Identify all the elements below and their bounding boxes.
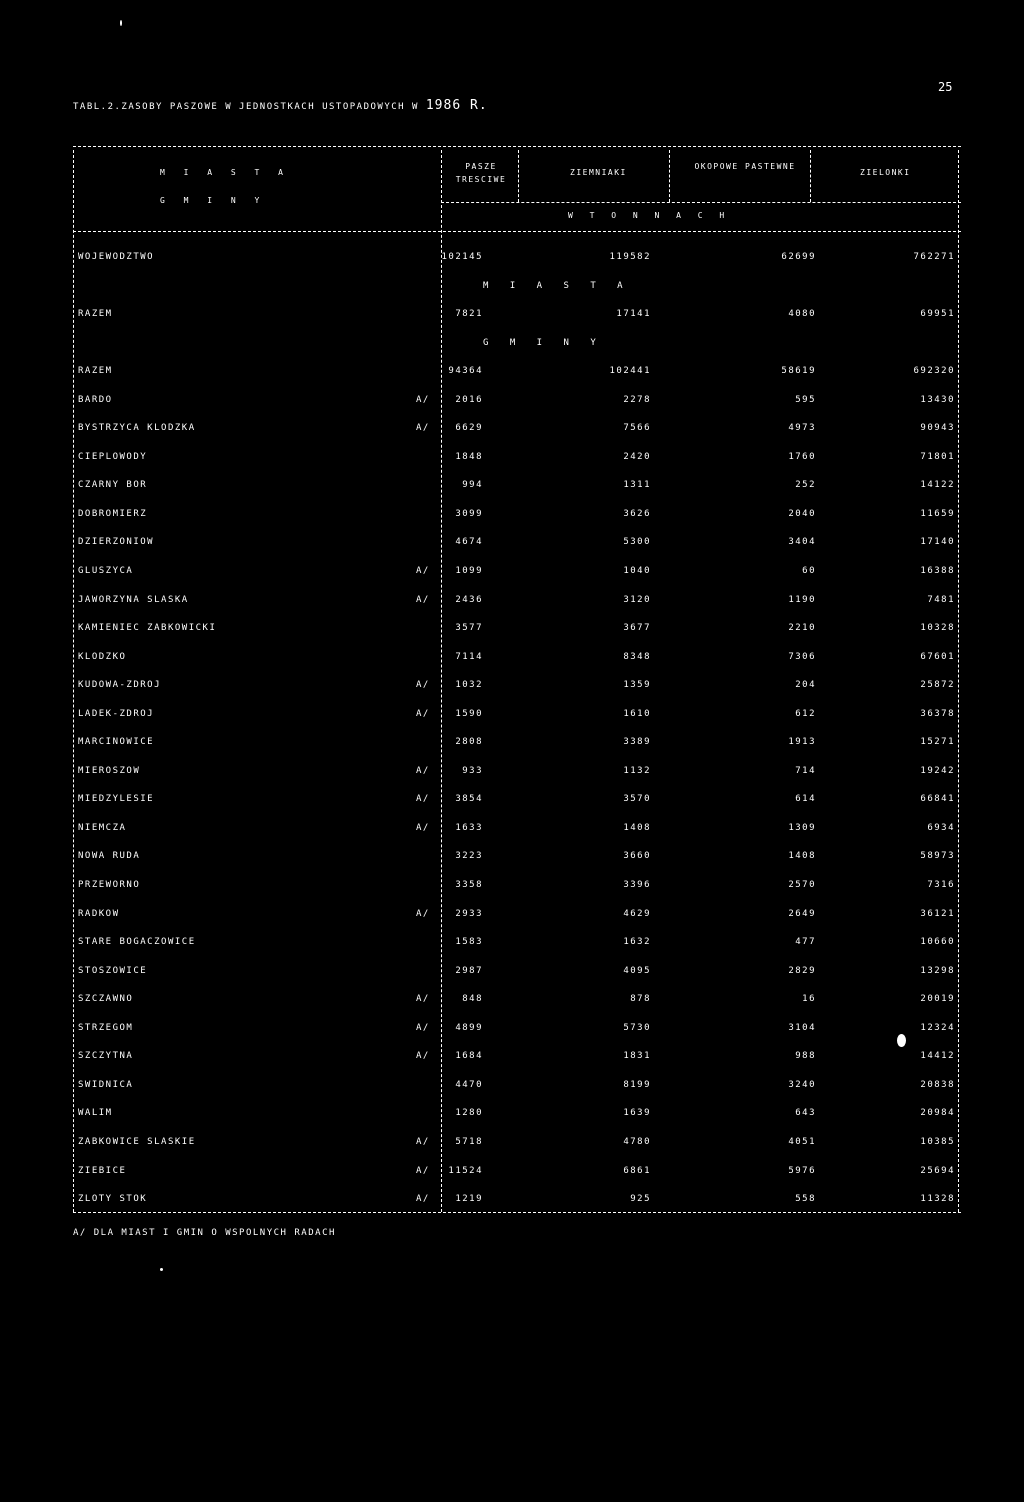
- row-value-okopowe: 3104: [788, 1022, 816, 1033]
- row-value-ziemniaki: 5300: [623, 537, 651, 548]
- table-row: [73, 307, 961, 336]
- rule-header-bottom: [73, 231, 961, 232]
- row-value-pasze: 1684: [455, 1051, 483, 1062]
- row-value-ziemniaki: 3389: [623, 737, 651, 748]
- row-name: STARE BOGACZOWICE: [78, 937, 196, 948]
- row-value-pasze: 2933: [455, 908, 483, 919]
- row-value-zielonki: 7481: [927, 594, 955, 605]
- row-name: RAZEM: [78, 366, 113, 377]
- row-value-ziemniaki: 8348: [623, 651, 651, 662]
- row-value-pasze: 94364: [448, 366, 483, 377]
- row-value-pasze: 848: [462, 994, 483, 1005]
- row-annotation: A/: [416, 1165, 430, 1176]
- row-value-okopowe: 1309: [788, 822, 816, 833]
- vline-col1: [518, 150, 519, 202]
- row-value-zielonki: 762271: [913, 252, 955, 262]
- row-value-ziemniaki: 2420: [623, 451, 651, 462]
- table-row: [73, 907, 961, 936]
- row-value-zielonki: 67601: [920, 651, 955, 662]
- table-row: [73, 507, 961, 536]
- scan-speck: [120, 20, 122, 26]
- row-value-pasze: 2808: [455, 737, 483, 748]
- row-value-okopowe: 2829: [788, 965, 816, 976]
- row-value-ziemniaki: 7566: [623, 423, 651, 434]
- row-name: MIEROSZOW: [78, 765, 141, 776]
- row-value-okopowe: 2040: [788, 508, 816, 519]
- row-value-okopowe: 252: [795, 480, 816, 491]
- row-annotation: A/: [416, 1022, 430, 1033]
- row-value-okopowe: 558: [795, 1194, 816, 1205]
- row-value-pasze: 2016: [455, 394, 483, 405]
- row-value-okopowe: 7306: [788, 651, 816, 662]
- row-value-okopowe: 58619: [781, 366, 816, 377]
- row-value-pasze: 4674: [455, 537, 483, 548]
- row-name: DZIERZONIOW: [78, 537, 155, 548]
- row-value-okopowe: 3240: [788, 1079, 816, 1090]
- section-label: M I A S T A: [483, 280, 631, 291]
- row-value-ziemniaki: 1359: [623, 680, 651, 691]
- row-value-zielonki: 13298: [920, 965, 955, 976]
- row-value-zielonki: 25872: [920, 680, 955, 691]
- section-label: G M I N Y: [483, 337, 604, 348]
- row-value-zielonki: 58973: [920, 851, 955, 862]
- row-value-pasze: 1590: [455, 708, 483, 719]
- table-row: [73, 1078, 961, 1107]
- table-row: [73, 535, 961, 564]
- row-value-pasze: 1633: [455, 822, 483, 833]
- table-row-wojewodztwo: [73, 250, 961, 279]
- row-value-ziemniaki: 119582: [609, 252, 651, 262]
- table-row: [73, 1021, 961, 1050]
- row-value-ziemniaki: 1311: [623, 480, 651, 491]
- table-row: [73, 878, 961, 907]
- table-row: [73, 935, 961, 964]
- row-name: ZABKOWICE SLASKIE: [78, 1136, 196, 1147]
- table-row: [73, 564, 961, 593]
- row-value-zielonki: 10328: [920, 623, 955, 634]
- row-value-okopowe: 5976: [788, 1165, 816, 1176]
- header-col3: OKOPOWE PASTEWNE: [694, 162, 796, 171]
- row-value-zielonki: 10385: [920, 1136, 955, 1147]
- table-row: [73, 992, 961, 1021]
- row-value-zielonki: 19242: [920, 765, 955, 776]
- row-name: SZCZAWNO: [78, 994, 134, 1005]
- table-row: [73, 678, 961, 707]
- row-value-okopowe: 1408: [788, 851, 816, 862]
- table-row: [73, 393, 961, 422]
- row-name: RADKOW: [78, 908, 120, 919]
- row-name: MARCINOWICE: [78, 737, 155, 748]
- section-row-gminy: [73, 336, 961, 365]
- row-value-zielonki: 14412: [920, 1051, 955, 1062]
- row-name: CIEPLOWODY: [78, 451, 148, 462]
- title-year: 1986 R.: [425, 98, 488, 113]
- table-row: [73, 450, 961, 479]
- header-miasta: M I A S T A: [160, 168, 290, 177]
- row-value-ziemniaki: 3677: [623, 623, 651, 634]
- row-name: BYSTRZYCA KLODZKA: [78, 423, 196, 434]
- row-value-ziemniaki: 4629: [623, 908, 651, 919]
- row-value-okopowe: 643: [795, 1108, 816, 1119]
- footnote: A/ DLA MIAST I GMIN O WSPOLNYCH RADACH: [73, 1228, 336, 1238]
- row-value-zielonki: 7316: [927, 880, 955, 891]
- row-value-pasze: 3577: [455, 623, 483, 634]
- row-value-zielonki: 6934: [927, 822, 955, 833]
- row-value-pasze: 1280: [455, 1108, 483, 1119]
- rule-top: [73, 146, 961, 147]
- row-value-ziemniaki: 1632: [623, 937, 651, 948]
- table-row: [73, 364, 961, 393]
- table-row: [73, 621, 961, 650]
- row-value-okopowe: 1913: [788, 737, 816, 748]
- row-value-pasze: 4470: [455, 1079, 483, 1090]
- row-name: PRZEWORNO: [78, 880, 141, 891]
- table-row: [73, 821, 961, 850]
- row-name: LADEK-ZDROJ: [78, 708, 155, 719]
- row-value-ziemniaki: 102441: [609, 366, 651, 377]
- row-annotation: A/: [416, 908, 430, 919]
- row-name: GLUSZYCA: [78, 566, 134, 577]
- row-annotation: A/: [416, 394, 430, 405]
- title-prefix: TABL.2.ZASOBY PASZOWE W JEDNOSTKACH USTOPADOWYCH W: [73, 102, 419, 112]
- row-name: JAWORZYNA SLASKA: [78, 594, 189, 605]
- row-value-pasze: 5718: [455, 1136, 483, 1147]
- table-row: [73, 792, 961, 821]
- row-name: DOBROMIERZ: [78, 508, 148, 519]
- row-value-pasze: 3358: [455, 880, 483, 891]
- row-value-ziemniaki: 6861: [623, 1165, 651, 1176]
- row-value-okopowe: 204: [795, 680, 816, 691]
- row-value-ziemniaki: 17141: [616, 309, 651, 320]
- row-value-pasze: 102145: [441, 252, 483, 262]
- row-value-pasze: 1099: [455, 566, 483, 577]
- row-value-zielonki: 20984: [920, 1108, 955, 1119]
- row-value-okopowe: 714: [795, 765, 816, 776]
- row-annotation: A/: [416, 822, 430, 833]
- row-name: MIEDZYLESIE: [78, 794, 155, 805]
- table-row: [73, 735, 961, 764]
- rule-header-mid: [441, 202, 961, 203]
- row-value-okopowe: 60: [802, 566, 816, 577]
- table-row: [73, 1049, 961, 1078]
- row-value-pasze: 4899: [455, 1022, 483, 1033]
- row-value-zielonki: 16388: [920, 566, 955, 577]
- row-value-zielonki: 13430: [920, 394, 955, 405]
- row-annotation: A/: [416, 594, 430, 605]
- row-annotation: A/: [416, 1051, 430, 1062]
- row-value-zielonki: 90943: [920, 423, 955, 434]
- row-annotation: A/: [416, 680, 430, 691]
- scan-speck: [897, 1034, 906, 1047]
- row-value-ziemniaki: 1610: [623, 708, 651, 719]
- row-value-ziemniaki: 3570: [623, 794, 651, 805]
- data-table: [73, 250, 961, 1221]
- row-value-zielonki: 36121: [920, 908, 955, 919]
- row-value-pasze: 2436: [455, 594, 483, 605]
- row-value-zielonki: 15271: [920, 737, 955, 748]
- table-row: [73, 764, 961, 793]
- row-name: RAZEM: [78, 309, 113, 320]
- vline-col3: [810, 150, 811, 202]
- row-name: ZLOTY STOK: [78, 1194, 148, 1205]
- row-value-okopowe: 2570: [788, 880, 816, 891]
- table-row: [73, 1106, 961, 1135]
- row-value-zielonki: 17140: [920, 537, 955, 548]
- row-value-okopowe: 614: [795, 794, 816, 805]
- table-row: [73, 1192, 961, 1221]
- row-annotation: A/: [416, 708, 430, 719]
- scan-speck: [160, 1268, 163, 1271]
- table-title: [73, 98, 488, 113]
- row-value-pasze: 1219: [455, 1194, 483, 1205]
- row-value-ziemniaki: 3120: [623, 594, 651, 605]
- row-value-ziemniaki: 4780: [623, 1136, 651, 1147]
- header-unit: W T O N N A C H: [568, 211, 731, 220]
- row-value-okopowe: 16: [802, 994, 816, 1005]
- row-value-ziemniaki: 5730: [623, 1022, 651, 1033]
- row-value-okopowe: 62699: [781, 252, 816, 262]
- table-row: [73, 964, 961, 993]
- row-value-pasze: 3223: [455, 851, 483, 862]
- row-value-okopowe: 2210: [788, 623, 816, 634]
- row-value-pasze: 11524: [448, 1165, 483, 1176]
- row-name: STOSZOWICE: [78, 965, 148, 976]
- row-value-pasze: 994: [462, 480, 483, 491]
- row-value-zielonki: 66841: [920, 794, 955, 805]
- table-row: [73, 650, 961, 679]
- row-value-pasze: 7821: [455, 309, 483, 320]
- row-value-ziemniaki: 4095: [623, 965, 651, 976]
- row-value-pasze: 1032: [455, 680, 483, 691]
- row-value-ziemniaki: 1831: [623, 1051, 651, 1062]
- row-value-zielonki: 14122: [920, 480, 955, 491]
- row-value-okopowe: 3404: [788, 537, 816, 548]
- row-value-zielonki: 25694: [920, 1165, 955, 1176]
- row-value-okopowe: 988: [795, 1051, 816, 1062]
- row-name: KAMIENIEC ZABKOWICKI: [78, 623, 217, 634]
- table-row: [73, 421, 961, 450]
- row-value-zielonki: 71801: [920, 451, 955, 462]
- table-row: [73, 1135, 961, 1164]
- row-value-zielonki: 36378: [920, 708, 955, 719]
- header-col4: ZIELONKI: [860, 168, 911, 177]
- row-value-pasze: 3099: [455, 508, 483, 519]
- table-row: [73, 478, 961, 507]
- row-name: SZCZYTNA: [78, 1051, 134, 1062]
- row-value-okopowe: 4051: [788, 1136, 816, 1147]
- row-annotation: A/: [416, 794, 430, 805]
- row-value-zielonki: 20019: [920, 994, 955, 1005]
- row-annotation: A/: [416, 765, 430, 776]
- vline-col2: [669, 150, 670, 202]
- row-name: BARDO: [78, 394, 113, 405]
- row-annotation: A/: [416, 423, 430, 434]
- row-annotation: A/: [416, 1136, 430, 1147]
- row-value-pasze: 1583: [455, 937, 483, 948]
- section-row-miasta: [73, 279, 961, 308]
- row-value-ziemniaki: 8199: [623, 1079, 651, 1090]
- row-value-ziemniaki: 3626: [623, 508, 651, 519]
- table-row: [73, 849, 961, 878]
- page-number: 25: [938, 80, 953, 94]
- row-value-ziemniaki: 2278: [623, 394, 651, 405]
- row-value-okopowe: 595: [795, 394, 816, 405]
- row-value-okopowe: 2649: [788, 908, 816, 919]
- row-name: WOJEWODZTWO: [78, 252, 155, 262]
- row-value-zielonki: 11328: [920, 1194, 955, 1205]
- row-value-ziemniaki: 3396: [623, 880, 651, 891]
- row-value-okopowe: 4080: [788, 309, 816, 320]
- row-value-okopowe: 1190: [788, 594, 816, 605]
- row-annotation: A/: [416, 994, 430, 1005]
- row-value-pasze: 7114: [455, 651, 483, 662]
- row-value-pasze: 3854: [455, 794, 483, 805]
- row-value-zielonki: 692320: [913, 366, 955, 377]
- row-value-okopowe: 1760: [788, 451, 816, 462]
- row-value-ziemniaki: 1132: [623, 765, 651, 776]
- header-gminy: G M I N Y: [160, 196, 267, 205]
- row-name: KLODZKO: [78, 651, 127, 662]
- row-annotation: A/: [416, 1194, 430, 1205]
- row-value-ziemniaki: 1040: [623, 566, 651, 577]
- row-name: SWIDNICA: [78, 1079, 134, 1090]
- row-value-okopowe: 4973: [788, 423, 816, 434]
- row-value-zielonki: 12324: [920, 1022, 955, 1033]
- header-col2: ZIEMNIAKI: [570, 168, 627, 177]
- row-value-zielonki: 20838: [920, 1079, 955, 1090]
- row-name: CZARNY BOR: [78, 480, 148, 491]
- row-name: WALIM: [78, 1108, 113, 1119]
- row-value-zielonki: 11659: [920, 508, 955, 519]
- table-row: [73, 593, 961, 622]
- row-value-ziemniaki: 1408: [623, 822, 651, 833]
- row-value-pasze: 1848: [455, 451, 483, 462]
- row-value-pasze: 2987: [455, 965, 483, 976]
- row-value-ziemniaki: 3660: [623, 851, 651, 862]
- row-value-pasze: 6629: [455, 423, 483, 434]
- row-annotation: A/: [416, 566, 430, 577]
- row-name: NOWA RUDA: [78, 851, 141, 862]
- table-row: [73, 707, 961, 736]
- row-value-pasze: 933: [462, 765, 483, 776]
- row-value-okopowe: 477: [795, 937, 816, 948]
- row-value-zielonki: 69951: [920, 309, 955, 320]
- row-name: NIEMCZA: [78, 822, 127, 833]
- header-col1: PASZE TRESCIWE: [455, 162, 507, 184]
- row-value-ziemniaki: 1639: [623, 1108, 651, 1119]
- row-value-ziemniaki: 878: [630, 994, 651, 1005]
- row-name: STRZEGOM: [78, 1022, 134, 1033]
- row-value-okopowe: 612: [795, 708, 816, 719]
- row-name: KUDOWA-ZDROJ: [78, 680, 162, 691]
- row-value-zielonki: 10660: [920, 937, 955, 948]
- row-name: ZIEBICE: [78, 1165, 127, 1176]
- table-row: [73, 1164, 961, 1193]
- row-value-ziemniaki: 925: [630, 1194, 651, 1205]
